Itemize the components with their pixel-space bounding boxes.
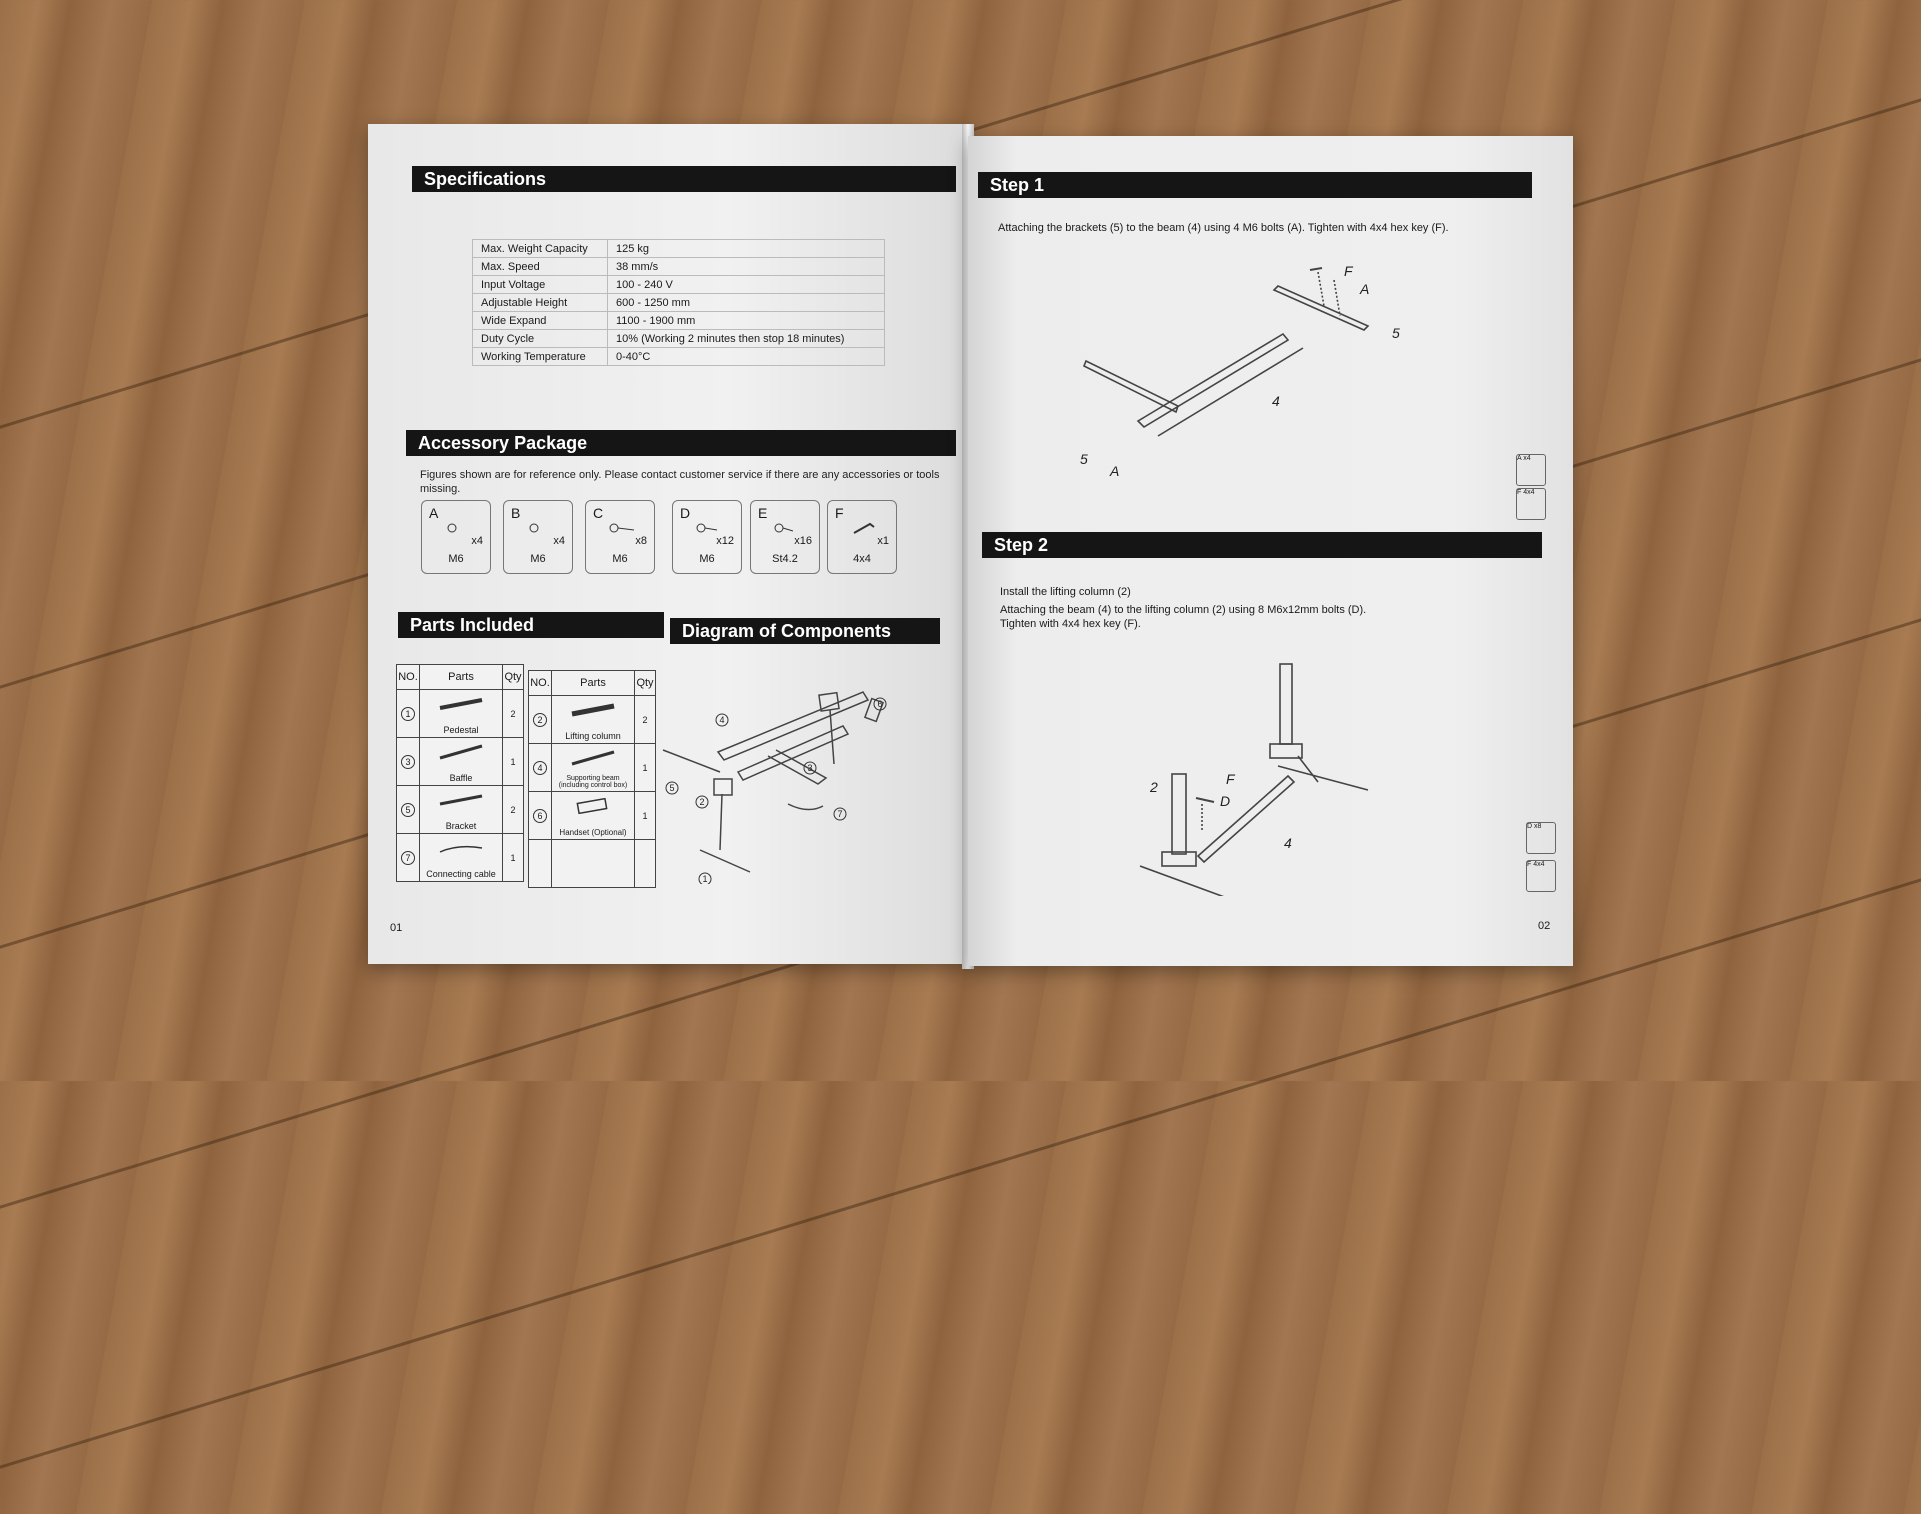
table-row: 4 Supporting beam (including control box) 1 [529, 744, 656, 792]
parts-table-right [528, 670, 656, 888]
table-row: Duty Cycle 10% (Working 2 minutes then stop 18 minutes) [473, 330, 885, 348]
accessory-note: Figures shown are for reference only. Please contact customer service if there are any accessories or tools missing. [420, 469, 940, 495]
parts-included-title: Parts Included [398, 612, 664, 638]
accessory-item-d: D x12 M6 [672, 500, 742, 574]
accessory-item-b: B x4 M6 [503, 500, 573, 574]
accessory-item-a: A x4 M6 [421, 500, 491, 574]
accessory-item-f: F x1 4x4 [827, 500, 897, 574]
step1-label-a: A [1360, 281, 1370, 297]
col-header-no: NO. [529, 671, 552, 696]
table-row: 5 Bracket 2 [397, 786, 524, 834]
col-header-qty: Qty [503, 665, 524, 690]
accessory-item-e: E x16 St4.2 [750, 500, 820, 574]
table-row: Max. Speed 38 mm/s [473, 258, 885, 276]
step2-text-3: Tighten with 4x4 hex key (F). [1000, 618, 1141, 630]
table-row: Wide Expand 1100 - 1900 mm [473, 312, 885, 330]
diagram-label: 7 [837, 809, 843, 819]
step2-text-1: Install the lifting column (2) [1000, 586, 1131, 598]
table-row: Max. Weight Capacity 125 kg [473, 240, 885, 258]
step1-label-5: 5 [1392, 325, 1400, 341]
table-row: Input Voltage 100 - 240 V [473, 276, 885, 294]
diagram-label: 2 [699, 797, 705, 807]
table-row: Working Temperature 0-40°C [473, 348, 885, 366]
specifications-title: Specifications [412, 166, 956, 192]
accessory-package-title: Accessory Package [406, 430, 956, 456]
table-row: 3 Baffle 1 [397, 738, 524, 786]
table-row: 6 Handset (Optional) 1 [529, 792, 656, 840]
table-row: 2 Lifting column 2 [529, 696, 656, 744]
table-row: Adjustable Height 600 - 1250 mm [473, 294, 885, 312]
components-diagram [658, 664, 958, 884]
step1-text: Attaching the brackets (5) to the beam (4) using 4 M6 bolts (A). Tighten with 4x4 hex key (F). [998, 222, 1449, 234]
table-row: 1 Pedestal 2 [397, 690, 524, 738]
step1-label-4: 4 [1272, 393, 1280, 409]
step2-text-2: Attaching the beam (4) to the lifting column (2) using 8 M6x12mm bolts (D). [1000, 604, 1367, 616]
step2-label-4: 4 [1284, 835, 1292, 851]
page-number-right: 02 [1538, 920, 1551, 932]
diagram-label: 4 [719, 715, 725, 725]
step1-hexkey-icon: F 4x4 [1516, 488, 1546, 520]
step1-label-5-bottom: 5 [1080, 451, 1088, 467]
diagram-label: 1 [702, 874, 708, 884]
step2-illustration [1138, 656, 1468, 896]
step2-title: Step 2 [982, 532, 1542, 558]
step2-label-2: 2 [1150, 779, 1158, 795]
diagram-label: 3 [807, 763, 813, 773]
step1-illustration [1078, 266, 1438, 486]
accessory-item-c: C x8 M6 [585, 500, 655, 574]
step1-bolt-icon: A x4 [1516, 454, 1546, 486]
step1-title: Step 1 [978, 172, 1532, 198]
table-row: 7 Connecting cable 1 [397, 834, 524, 882]
specifications-table [472, 239, 885, 366]
page-number-left: 01 [390, 922, 403, 934]
manual-page-right [968, 136, 1573, 966]
col-header-qty: Qty [635, 671, 656, 696]
col-header-parts: Parts [420, 665, 503, 690]
step1-label-a-bottom: A [1110, 463, 1120, 479]
step1-label-f: F [1344, 266, 1353, 279]
col-header-parts: Parts [552, 671, 635, 696]
diagram-label: 5 [669, 783, 675, 793]
col-header-no: NO. [397, 665, 420, 690]
diagram-label: 6 [877, 699, 883, 709]
parts-table-left [396, 664, 524, 882]
step2-hexkey-icon: F 4x4 [1526, 860, 1556, 892]
step2-bolt-icon: D x8 [1526, 822, 1556, 854]
diagram-of-components-title: Diagram of Components [670, 618, 940, 644]
table-row [529, 840, 656, 888]
step2-label-d: D [1220, 793, 1231, 809]
step2-label-f: F [1226, 771, 1235, 787]
